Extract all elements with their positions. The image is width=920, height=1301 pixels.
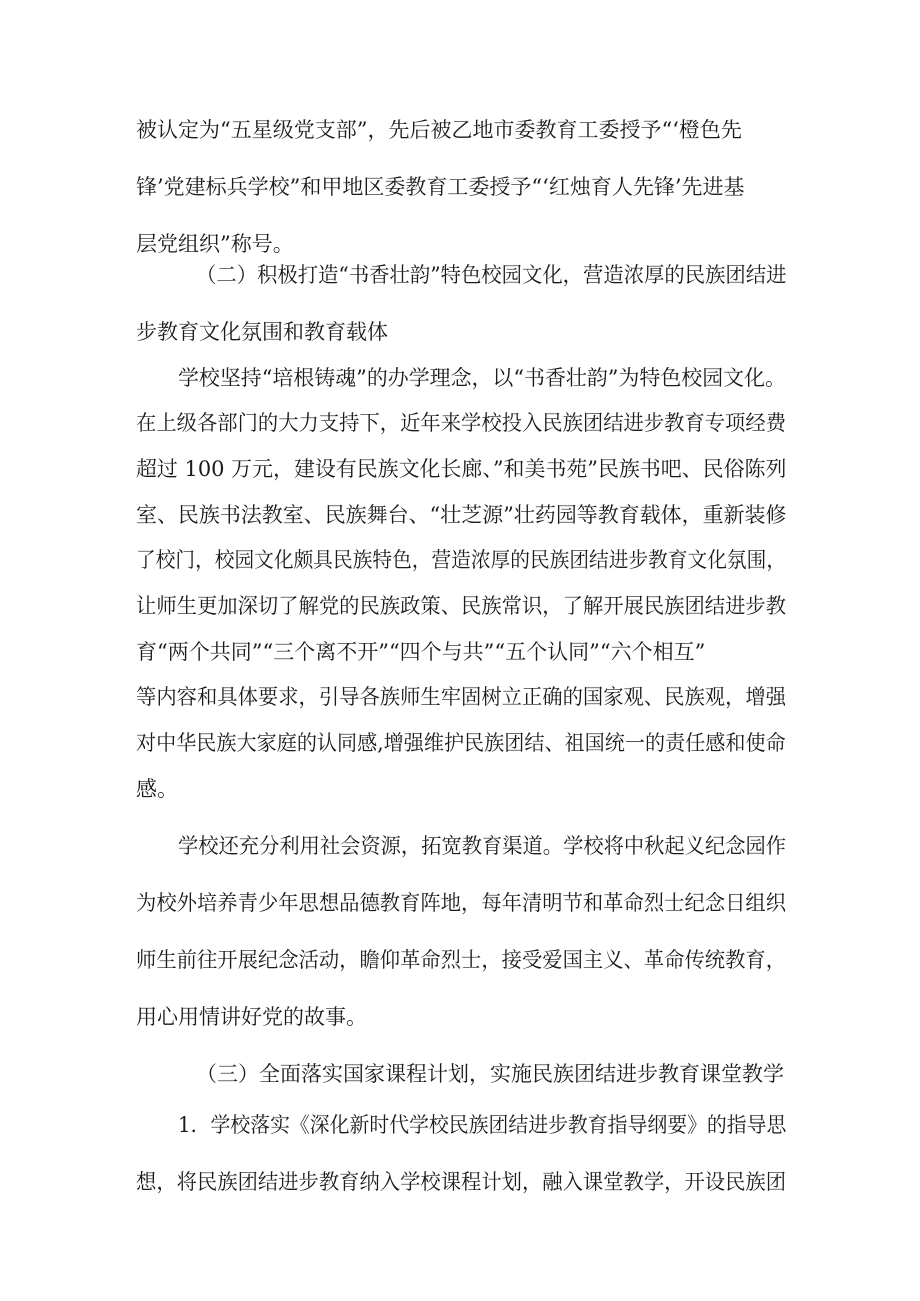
text-line: 1．学校落实《深化新时代学校民族团结进步教育指导纲要》的指导思 (178, 1113, 787, 1137)
text-line: 超过 100 万元，建设有民族文化长廊、”和美书苑”民族书吧、民俗陈列 (136, 457, 787, 481)
text-line: 锋’党建标兵学校”和甲地区委教育工委授予“‘红烛育人先锋’先进基 (136, 175, 745, 199)
text-line: 在上级各部门的大力支持下，近年来学校投入民族团结进步教育专项经费 (136, 411, 787, 435)
text-line: 学校还充分利用社会资源，拓宽教育渠道。学校将中秋起义纪念园作 (178, 834, 787, 858)
text-line: 育“两个共同”“三个离不开”“四个与共”“五个认同”“六个相互” (136, 640, 706, 664)
section-heading-2-cont: 步教育文化氛围和教育载体 (136, 320, 388, 344)
text-line: 层党组织”称号。 (136, 232, 294, 256)
text-line: 对中华民族大家庭的认同感,增强维护民族团结、祖国统一的责任感和使命 (136, 731, 786, 755)
text-line: 让师生更加深切了解党的民族政策、民族常识，了解开展民族团结进步教 (136, 594, 787, 618)
text-line: 为校外培养青少年思想品德教育阵地，每年清明节和革命烈士纪念日组织 (136, 891, 787, 915)
text-line: 用心用情讲好党的故事。 (136, 1005, 367, 1029)
text-line: 室、民族书法教室、民族舞台、“壮芝源”壮药园等教育载体，重新装修 (136, 503, 787, 527)
text-line: 想，将民族团结进步教育纳入学校课程计划，融入课堂教学，开设民族团 (136, 1170, 787, 1194)
text-line: 感。 (136, 777, 178, 801)
text-line: 师生前往开展纪念活动，瞻仰革命烈士，接受爱国主义、革命传统教育， (136, 948, 787, 972)
section-heading-2: （二）积极打造“书香壮韵”特色校园文化，营造浓厚的民族团结进 (196, 263, 787, 287)
text-line: 学校坚持“培根铸魂”的办学理念，以“书香壮韵”为特色校园文化。 (178, 366, 786, 390)
text-line: 被认定为“五星级党支部”，先后被乙地市委教育工委授予“‘橙色先 (136, 118, 742, 142)
section-heading-3: （三）全面落实国家课程计划，实施民族团结进步教育课堂教学 (196, 1062, 784, 1086)
text-line: 了校门，校园文化颇具民族特色，营造浓厚的民族团结进步教育文化氛围， (136, 548, 787, 572)
text-line: 等内容和具体要求，引导各族师生牢固树立正确的国家观、民族观，增强 (136, 685, 787, 709)
